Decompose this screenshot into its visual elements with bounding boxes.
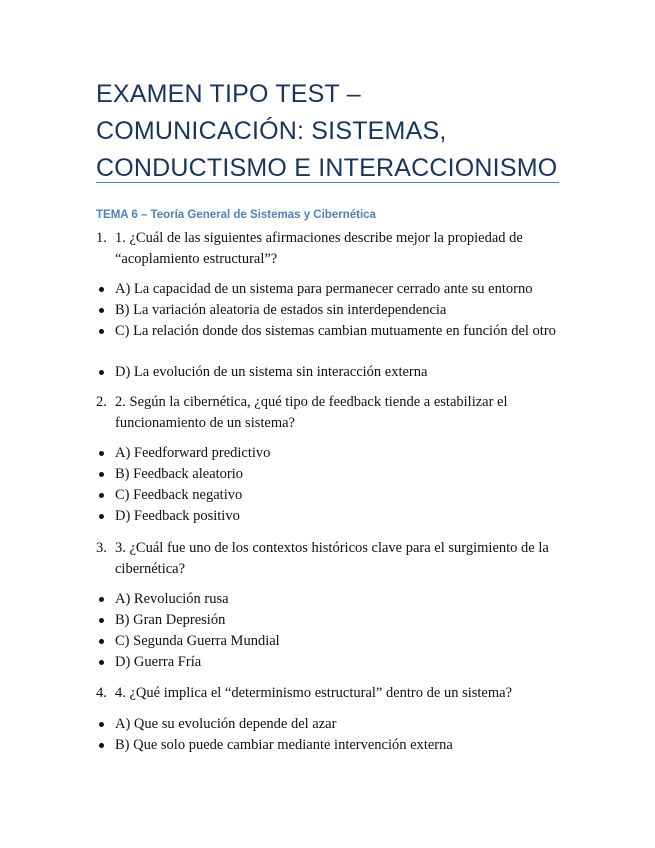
option-text: D) Feedback positivo (115, 508, 240, 524)
answer-option (96, 631, 566, 652)
section-heading: TEMA 6 – Teoría General de Sistemas y Cibernética (96, 209, 376, 221)
option-text: A) La capacidad de un sistema para permanecer cerrado ante su entorno (115, 281, 533, 297)
answer-option (96, 321, 566, 342)
bullet-icon (99, 493, 104, 498)
answer-option (96, 279, 566, 300)
question-number: 4. (96, 685, 107, 701)
answer-option (96, 506, 566, 527)
title-underline (96, 182, 559, 183)
option-text: C) La relación donde dos sistemas cambian mutuamente en función del otro (115, 323, 556, 339)
answer-option (96, 589, 566, 610)
answer-option (96, 464, 566, 485)
answer-option (96, 610, 566, 631)
bullet-icon (99, 722, 104, 727)
bullet-icon (99, 370, 104, 375)
question-text: 1. ¿Cuál de las siguientes afirmaciones describe mejor la propiedad de “acoplamiento estructural”? (115, 230, 523, 267)
answer-option (96, 735, 566, 756)
bullet-icon (99, 472, 104, 477)
question-number: 2. (96, 394, 107, 410)
bullet-icon (99, 329, 104, 334)
bullet-icon (99, 618, 104, 623)
option-text: A) Que su evolución depende del azar (115, 716, 337, 732)
question-3 (96, 538, 566, 580)
question-number: 1. (96, 230, 107, 246)
option-text: C) Segunda Guerra Mundial (115, 633, 280, 649)
option-text: C) Feedback negativo (115, 487, 243, 503)
document-title: EXAMEN TIPO TEST – COMUNICACIÓN: SISTEMAS, CONDUCTISMO E INTERACCIONISMO (96, 80, 558, 182)
option-text: A) Revolución rusa (115, 591, 229, 607)
bullet-icon (99, 639, 104, 644)
question-text: 4. ¿Qué implica el “determinismo estructural” dentro de un sistema? (115, 685, 513, 701)
option-text: B) Que solo puede cambiar mediante intervención externa (115, 737, 453, 753)
bullet-icon (99, 597, 104, 602)
option-text: B) La variación aleatoria de estados sin interdependencia (115, 302, 447, 318)
answer-option (96, 300, 566, 321)
answer-option (96, 652, 566, 673)
answer-option (96, 714, 566, 735)
question-2 (96, 392, 566, 434)
option-text: A) Feedforward predictivo (115, 445, 271, 461)
question-text: 2. Según la cibernética, ¿qué tipo de feedback tiende a estabilizar el funcionamiento de un sistema? (115, 394, 508, 431)
question-number: 3. (96, 540, 107, 556)
option-text: B) Gran Depresión (115, 612, 226, 628)
answer-option (96, 485, 566, 506)
question-text: 3. ¿Cuál fue uno de los contextos históricos clave para el surgimiento de la cibernética? (115, 540, 549, 577)
bullet-icon (99, 287, 104, 292)
answer-option (96, 443, 566, 464)
question-4 (96, 683, 566, 704)
option-text: D) La evolución de un sistema sin interacción externa (115, 364, 428, 380)
bullet-icon (99, 451, 104, 456)
question-1 (96, 228, 566, 270)
option-text: B) Feedback aleatorio (115, 466, 244, 482)
bullet-icon (99, 743, 104, 748)
bullet-icon (99, 514, 104, 519)
answer-option (96, 362, 566, 383)
option-text: D) Guerra Fría (115, 654, 202, 670)
bullet-icon (99, 660, 104, 665)
bullet-icon (99, 308, 104, 313)
